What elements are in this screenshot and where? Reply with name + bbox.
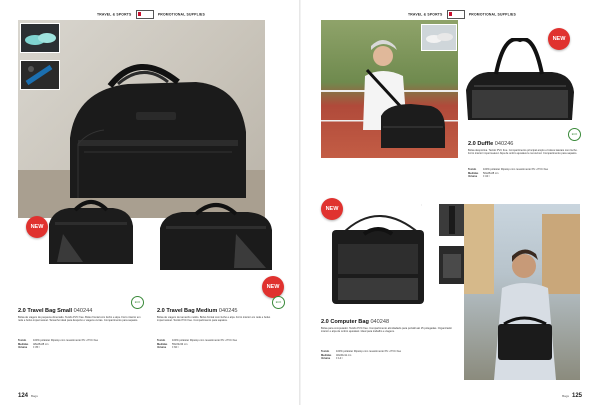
- spec-key: Medidas: [18, 342, 29, 346]
- header-title: TRAVEL & SPORTS: [97, 12, 132, 17]
- page-gutter: [299, 0, 301, 405]
- spec-value: 48x28x28 cm: [33, 342, 49, 346]
- detail-thumbnail-shoes: [20, 23, 60, 53]
- header-subtitle: PROMOTIONAL SUPPLIES: [468, 12, 516, 17]
- product-specs-computer: [321, 350, 453, 361]
- product-title-medium: [157, 308, 238, 314]
- spec-key: Volume: [18, 346, 28, 349]
- header-title: TRAVEL & SPORTS: [408, 12, 443, 17]
- product-code: 040246: [494, 141, 514, 147]
- product-specs-small: [18, 339, 143, 350]
- spec-value: 40x30x11 cm: [336, 353, 352, 357]
- product-name: 2.0 Duffle: [468, 141, 494, 147]
- product-specs-medium: [157, 339, 282, 350]
- spec-row: [321, 357, 453, 361]
- new-badge: NEW: [548, 28, 570, 50]
- eco-badge: ECO: [272, 296, 285, 309]
- spec-key: Tecido: [321, 350, 330, 353]
- eco-badge: ECO: [131, 296, 144, 309]
- computer-bag-lifestyle-photo: [464, 204, 580, 380]
- spec-key: Tecido: [18, 339, 27, 342]
- header-subtitle: PROMOTIONAL SUPPLIES: [157, 12, 205, 17]
- spec-key: Volume: [468, 175, 478, 178]
- spec-value: ± 14 l: [336, 357, 343, 360]
- spec-key: Medidas: [468, 171, 479, 175]
- product-name: 2.0 Travel Bag Small: [18, 308, 73, 314]
- right-page-header: [408, 10, 516, 19]
- zipper-pull-icon: ⫶: [421, 204, 422, 207]
- spec-row: [157, 346, 282, 350]
- left-page-header: [97, 10, 205, 19]
- product-title-computer: [321, 319, 389, 325]
- spec-value: 100% poliéster Ripstop com revestimento PU ▪ PVC free: [336, 350, 402, 353]
- spec-key: Medidas: [157, 342, 168, 346]
- spec-key: Medidas: [321, 353, 332, 357]
- product-name: 2.0 Travel Bag Medium: [157, 308, 218, 314]
- detail-thumbnail-pocket: [20, 60, 60, 90]
- travel-bag-medium-image: [152, 198, 280, 276]
- spec-value: 55x33x33 cm: [172, 342, 188, 346]
- spec-value: ± 34 l: [483, 175, 490, 178]
- travel-bag-small-image: [35, 196, 145, 270]
- eco-badge: ECO: [568, 128, 581, 141]
- product-description-duffle: Bolsa desportiva. Tecido PVC free. Compartimento principal amplo e bolsos laterais com fecho. Forro interior impermeável. Alça de ombro ajustável e removível. Compartimento para sapatos.: [468, 149, 578, 156]
- page-number: 124: [18, 393, 29, 399]
- product-description-small: Bolsa de viagem de pequena dimensão. Tecido PVC free. Bolso frontal com fecho e alça. Forro interior em rede e bolso impermeável. Tamanho ideal para desporto e viagens curtas. Compartimento para sapatos.: [18, 316, 141, 323]
- product-description-medium: Bolsa de viagem de tamanho médio. Bolso frontal com fecho e alça. Forro interior em rede e bolso impermeável. Tecido PVC free. Compartimento para sapatos.: [157, 316, 271, 323]
- detail-thumbnail-interior: [438, 245, 466, 285]
- product-code: 040248: [370, 319, 390, 325]
- computer-bag-image: [324, 204, 432, 308]
- new-badge: NEW: [262, 276, 284, 298]
- product-code: 040244: [73, 308, 93, 314]
- page-number: 125: [571, 393, 582, 399]
- spec-value: ± 35 l: [33, 346, 40, 349]
- spec-row: [18, 346, 143, 350]
- spec-value: ± 60 l: [172, 346, 179, 349]
- section-name: Bags: [31, 394, 38, 398]
- brand-logo: [447, 10, 465, 19]
- spec-value: 100% poliéster Ripstop com revestimento PU ▪ PVC free: [172, 339, 238, 342]
- spec-row: [468, 175, 580, 179]
- spec-key: Volume: [157, 346, 167, 349]
- new-badge: NEW: [26, 216, 48, 238]
- product-title-small: [18, 308, 92, 314]
- product-title-duffle: [468, 141, 513, 147]
- product-code: 040245: [218, 308, 238, 314]
- section-name: Bags: [562, 394, 569, 398]
- spec-value: 50x28x28 cm: [483, 171, 499, 175]
- product-specs-duffle: [468, 168, 580, 179]
- spec-value: 100% poliéster Ripstop com revestimento PU ▪ PVC free: [483, 168, 549, 171]
- spec-key: Tecido: [157, 339, 166, 342]
- duffle-image: [460, 38, 578, 126]
- new-badge: NEW: [321, 198, 343, 220]
- detail-thumbnail-shoes: [421, 24, 457, 51]
- spec-key: Tecido: [468, 168, 477, 171]
- spec-key: Volume: [321, 357, 331, 360]
- product-description-computer: Bolsa para computador. Tecido PVC free. Compartimento almofadado para portátil até 15 polegadas. Organizador interior e alça de ombro ajustável. Ideal para trabalho e viagens.: [321, 327, 453, 334]
- page-number-left: [18, 393, 41, 399]
- product-name: 2.0 Computer Bag: [321, 319, 369, 325]
- detail-thumbnail-strap: [438, 203, 466, 237]
- brand-logo: [136, 10, 154, 19]
- spec-value: 100% poliéster Ripstop com revestimento PU ▪ PVC free: [33, 339, 99, 342]
- page-number-right: [559, 393, 582, 399]
